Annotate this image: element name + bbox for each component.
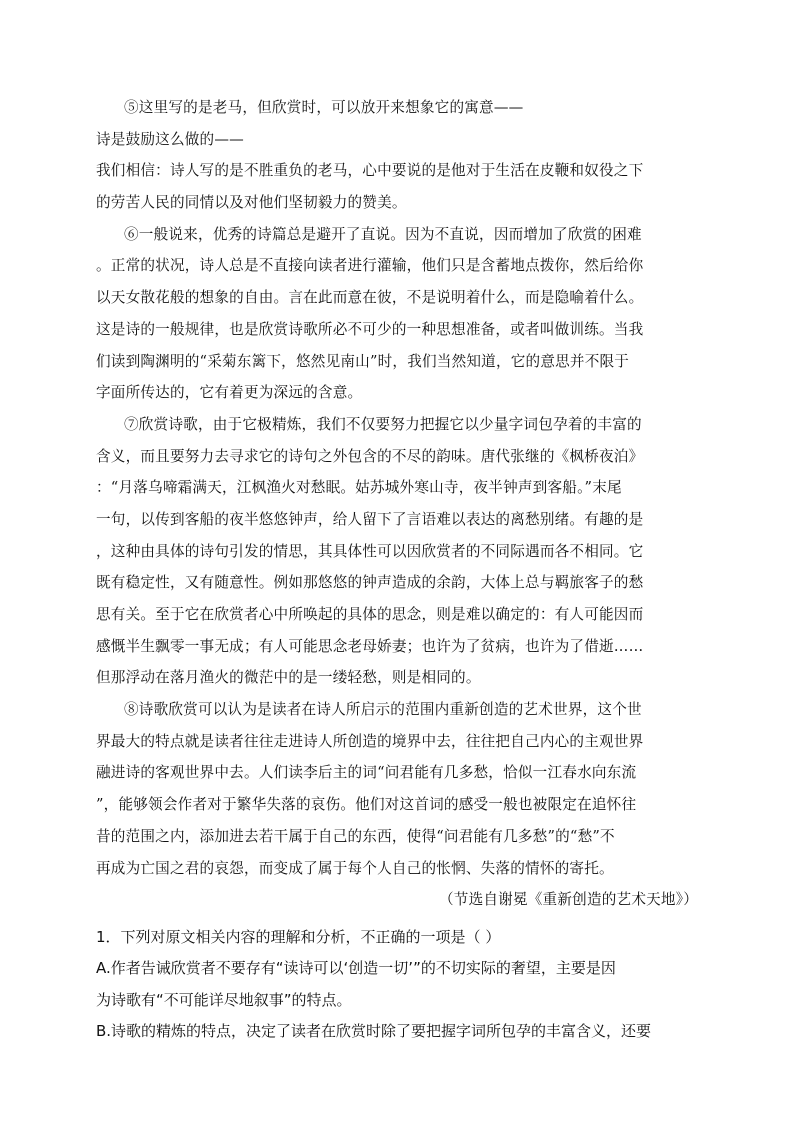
passage (96, 92, 698, 916)
passage-line: 既有稳定性，又有随意性。例如那悠悠的钟声造成的余韵，大体上总与羁旅客子的愁 (96, 574, 644, 592)
passage-line: 们读到陶渊明的“采菊东篱下，悠然见南山”时，我们当然知道，它的意思并不限于 (96, 352, 630, 370)
option-a-line: 为诗歌有“不可能详尽地叙事”的特点。 (96, 990, 352, 1009)
passage-line: 的劳苦人民的同情以及对他们坚韧毅力的赞美。 (96, 194, 407, 212)
passage-line: 融进诗的客观世界中去。人们读李后主的词“问君能有几多愁，恰似一江春水向东流 (96, 764, 637, 782)
passage-line: 以天女散花般的想象的自由。言在此而意在彼，不是说明着什么，而是隐喻着什么。 (96, 289, 644, 307)
passage-line: ⑥一般说来，优秀的诗篇总是避开了直说。因为不直说，因而增加了欣赏的困难 (124, 225, 642, 243)
passage-line: ⑦欣赏诗歌，由于它极精炼，我们不仅要努力把握它以少量字词包孕着的丰富的 (124, 415, 642, 433)
passage-line: ”，能够领会作者对于繁华失落的哀伤。他们对这首词的感受一般也被限定在追怀往 (96, 796, 637, 814)
option-a-line: A.作者告诫欣赏者不要存有“读诗可以‘创造一切’”的不切实际的奢望，主要是因 (96, 959, 616, 978)
passage-line: 含义，而且要努力去寻求它的诗句之外包含的不尽的韵味。唐代张继的《枫桥夜泊》 (96, 447, 644, 465)
questions (96, 922, 698, 1048)
passage-line: 字面所传达的，它有着更为深远的含意。 (96, 384, 363, 402)
passage-line: 一句，以传到客船的夜半悠悠钟声，给人留下了言语难以表达的离愁别绪。有趣的是 (96, 510, 644, 528)
passage-line: ⑧诗歌欣赏可以认为是读者在诗人所启示的范围内重新创造的艺术世界，这个世 (124, 701, 642, 719)
passage-line: 诗是鼓励这么做的—— (96, 130, 244, 148)
passage-line: 。正常的状况，诗人总是不直接向读者进行灌输，他们只是含蓄地点拨你，然后给你 (96, 257, 644, 275)
option-b-line: B.诗歌的精炼的特点，决定了读者在欣赏时除了要把握字词所包孕的丰富含义，还要 (96, 1022, 652, 1041)
passage-line: 但那浮动在落月渔火的微茫中的是一缕轻愁，则是相同的。 (96, 669, 481, 687)
question-stem: 1．下列对原文相关内容的理解和分析，不正确的一项是（ ） (96, 927, 501, 946)
document-page (96, 92, 698, 1048)
passage-line: 这是诗的一般规律，也是欣赏诗歌所必不可少的一种思想准备，或者叫做训练。当我 (96, 320, 644, 338)
passage-line: 感慨半生飘零一事无成；有人可能思念老母娇妻；也许为了贫病，也许为了借逝…… (96, 637, 644, 655)
passage-line: 昔的范围之内，添加进去若干属于自己的东西，使得“问君能有几多愁”的“愁”不 (96, 827, 615, 845)
passage-line: ⑤这里写的是老马，但欣赏时，可以放开来想象它的寓意—— (124, 99, 524, 116)
passage-line: 再成为亡国之君的哀怨，而变成了属于每个人自己的怅惘、失落的情怀的寄托。 (96, 859, 614, 877)
passage-line: ，这种由具体的诗句引发的情思，其具体性可以因欣赏者的不同际遇而各不相同。它 (96, 542, 644, 560)
passage-source: （节选自谢冕《重新创造的艺术天地》） (439, 891, 698, 909)
passage-line: 界最大的特点就是读者往往走进诗人所创造的境界中去，往往把自己内心的主观世界 (96, 732, 644, 750)
passage-line: 我们相信：诗人写的是不胜重负的老马，心中要说的是他对于生活在皮鞭和奴役之下 (96, 162, 644, 180)
passage-line: ：“月落乌啼霜满天，江枫渔火对愁眠。姑苏城外寒山寺，夜半钟声到客船。”末尾 (96, 479, 622, 497)
passage-line: 思有关。至于它在欣赏者心中所唤起的具体的思念，则是难以确定的：有人可能因而 (96, 606, 644, 623)
